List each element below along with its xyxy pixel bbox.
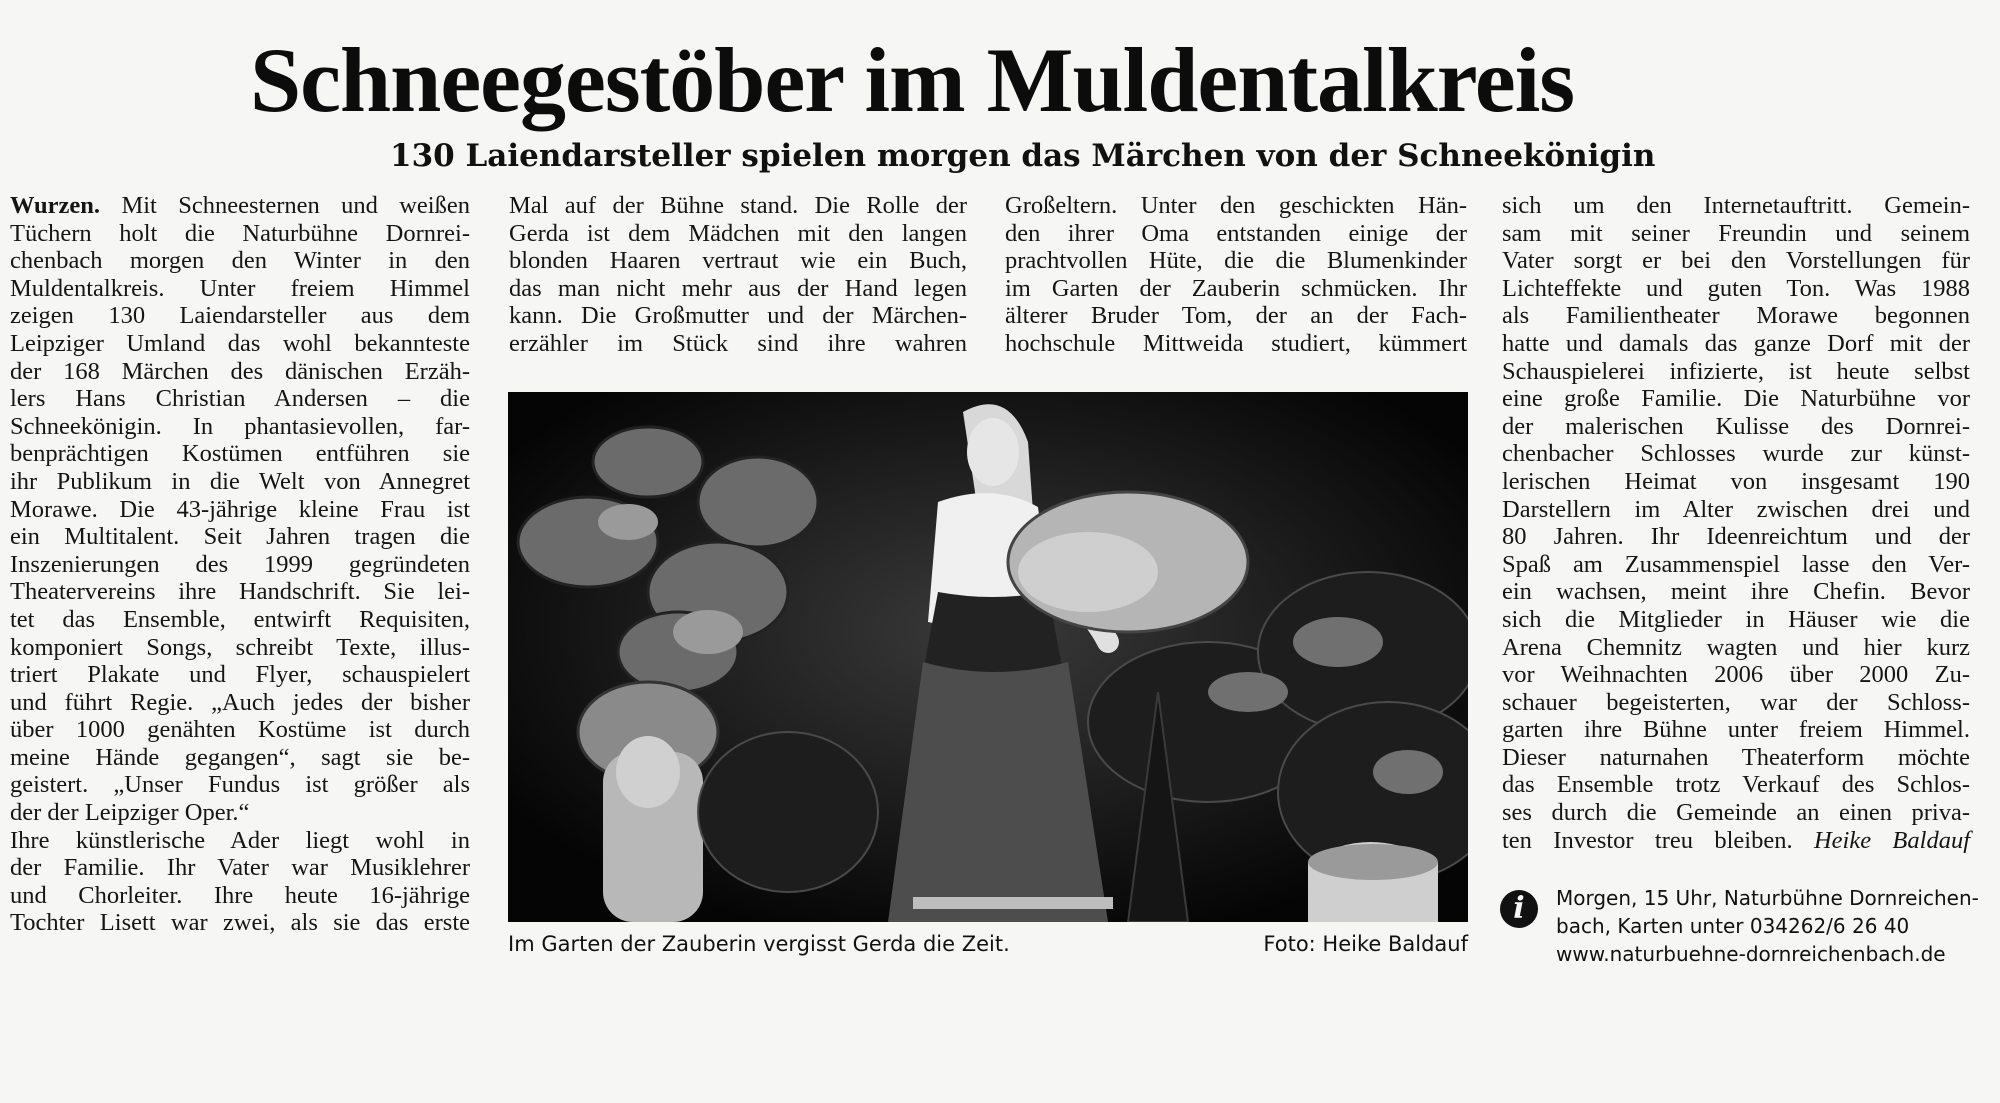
body-line: zeigen 130 Laiendarsteller aus dem <box>10 302 470 330</box>
body-line: und Chorleiter. Ihre heute 16-jährige <box>10 881 470 909</box>
body-line: das Ensemble trotz Verkauf des Schlos- <box>1502 771 1970 799</box>
body-line: im Garten der Zauberin schmücken. Ihr <box>1005 274 1467 302</box>
body-line: Schneekönigin. In phantasievollen, far- <box>10 412 470 440</box>
article-column-1 <box>10 192 470 937</box>
body-line: Dieser naturnahen Theaterform möchte <box>1502 743 1970 771</box>
body-line: blonden Haaren vertraut wie ein Buch, <box>509 247 967 275</box>
body-line: Tüchern holt die Naturbühne Dornrei- <box>10 219 470 247</box>
body-line: sich um den Internetauftritt. Gemein- <box>1502 192 1970 219</box>
headline: Schneegestöber im Muldentalkreis <box>250 29 1575 131</box>
author-byline: Heike Baldauf <box>1813 826 1971 854</box>
body-line: prachtvollen Hüte, die die Blumenkinder <box>1005 247 1467 275</box>
body-line: benprächtigen Kostümen entführen sie <box>10 440 470 468</box>
body-line: meine Hände gegangen“, sagt sie be- <box>10 743 470 771</box>
info-website-link[interactable]: www.naturbuehne-dornreichenbach.de <box>1556 942 1946 966</box>
body-line: über 1000 genähten Kostüme ist durch <box>10 716 470 744</box>
body-line: als Familientheater Morawe begonnen <box>1502 302 1970 330</box>
body-line: chenbacher Schlosses wurde zur künst- <box>1502 440 1970 468</box>
body-line: Muldentalkreis. Unter freiem Himmel <box>10 274 470 302</box>
body-line: hatte und damals das ganze Dorf mit der <box>1502 329 1970 357</box>
body-line: Wurzen. Mit Schneesternen und weißen <box>10 192 470 219</box>
body-line: Morawe. Die 43-jährige kleine Frau ist <box>10 495 470 523</box>
body-line: Inszenierungen des 1999 gegründeten <box>10 550 470 578</box>
body-line: komponiert Songs, schreibt Texte, illus- <box>10 633 470 661</box>
body-line: chenbach morgen den Winter in den <box>10 247 470 275</box>
body-line: eine große Familie. Die Naturbühne vor <box>1502 385 1970 413</box>
body-line: Leipziger Umland das wohl bekannteste <box>10 329 470 357</box>
body-line: ten Investor treu bleiben. Heike Baldauf <box>1502 826 1971 854</box>
body-line: kann. Die Großmutter und der Märchen- <box>509 302 967 330</box>
article-column-2 <box>509 192 967 358</box>
body-line: Gerda ist dem Mädchen mit den langen <box>509 219 967 247</box>
photo-credit: Foto: Heike Baldauf <box>1263 932 1468 956</box>
body-line: der der Leipziger Oper.“ <box>10 799 250 827</box>
body-line: Großeltern. Unter den geschickten Hän- <box>1005 192 1467 219</box>
body-line: 80 Jahren. Ihr Ideenreichtum und der <box>1502 523 1970 551</box>
body-line: sam mit seiner Freundin und seinem <box>1502 219 1970 247</box>
body-line: sich die Mitglieder in Häuser wie die <box>1502 605 1970 633</box>
body-line: lers Hans Christian Andersen – die <box>10 385 470 413</box>
body-line: ein wachsen, meint ihre Chefin. Bevor <box>1502 578 1970 606</box>
article-column-4 <box>1502 192 1970 854</box>
body-line: Tochter Lisett war zwei, als sie das erste <box>10 909 470 937</box>
body-line: Vater sorgt er bei den Vorstellungen für <box>1502 247 1970 275</box>
info-icon: i <box>1500 890 1538 928</box>
body-line: ihr Publikum in die Welt von Annegret <box>10 467 470 495</box>
body-line: Schauspielerei infizierte, ist heute selbst <box>1502 357 1970 385</box>
body-line: tet das Ensemble, entwirft Requisiten, <box>10 605 470 633</box>
body-line: Spaß am Zusammenspiel lasse den Ver- <box>1502 550 1970 578</box>
body-line: Ihre künstlerische Ader liegt wohl in <box>10 826 470 854</box>
article-photo <box>508 392 1468 922</box>
body-line: lerischen Heimat von insgesamt 190 <box>1502 467 1970 495</box>
body-line: und führt Regie. „Auch jedes der bisher <box>10 688 470 716</box>
body-line: der 168 Märchen des dänischen Erzäh- <box>10 357 470 385</box>
body-line: schauer begeisterten, war der Schloss- <box>1502 688 1970 716</box>
body-line: das man nicht mehr aus der Hand legen <box>509 274 967 302</box>
body-line: der malerischen Kulisse des Dornrei- <box>1502 412 1970 440</box>
info-line: bach, Karten unter 034262/6 26 40 <box>1556 914 1910 938</box>
info-box <box>1500 884 1979 974</box>
body-line: ein Multitalent. Seit Jahren tragen die <box>10 523 470 551</box>
body-line: ses durch die Gemeinde an einen priva- <box>1502 799 1970 827</box>
article-column-3 <box>1005 192 1467 358</box>
photo-caption-row <box>508 930 1468 958</box>
subheadline: 130 Laiendarsteller spielen morgen das Märchen von der Schneekönigin <box>390 138 1656 174</box>
photo-illustration <box>508 392 1468 922</box>
body-line: geistert. „Unser Fundus ist größer als <box>10 771 470 799</box>
body-line: Lichteffekte und guten Ton. Was 1988 <box>1502 274 1970 302</box>
info-line: Morgen, 15 Uhr, Naturbühne Dornreichen- <box>1556 886 1979 910</box>
body-line: Theatervereins ihre Handschrift. Sie lei- <box>10 578 470 606</box>
body-line: hochschule Mittweida studiert, kümmert <box>1005 329 1467 357</box>
photo-caption: Im Garten der Zauberin vergisst Gerda die Zeit. <box>508 932 1010 956</box>
body-line: erzähler im Stück sind ihre wahren <box>509 329 967 357</box>
info-text <box>1556 884 1979 968</box>
body-line: der Familie. Ihr Vater war Musiklehrer <box>10 854 470 882</box>
body-line: vor Weihnachten 2006 über 2000 Zu- <box>1502 661 1970 689</box>
body-line: älterer Bruder Tom, der an der Fach- <box>1005 302 1467 330</box>
body-line: triert Plakate und Flyer, schauspielert <box>10 661 470 689</box>
dateline: Wurzen. <box>10 192 101 219</box>
body-line: den ihrer Oma entstanden einige der <box>1005 219 1467 247</box>
body-line: Darstellern im Alter zwischen drei und <box>1502 495 1970 523</box>
body-line: Arena Chemnitz wagten und hier kurz <box>1502 633 1970 661</box>
body-line: Mal auf der Bühne stand. Die Rolle der <box>509 192 967 219</box>
body-line: garten ihre Bühne unter freiem Himmel. <box>1502 716 1970 744</box>
